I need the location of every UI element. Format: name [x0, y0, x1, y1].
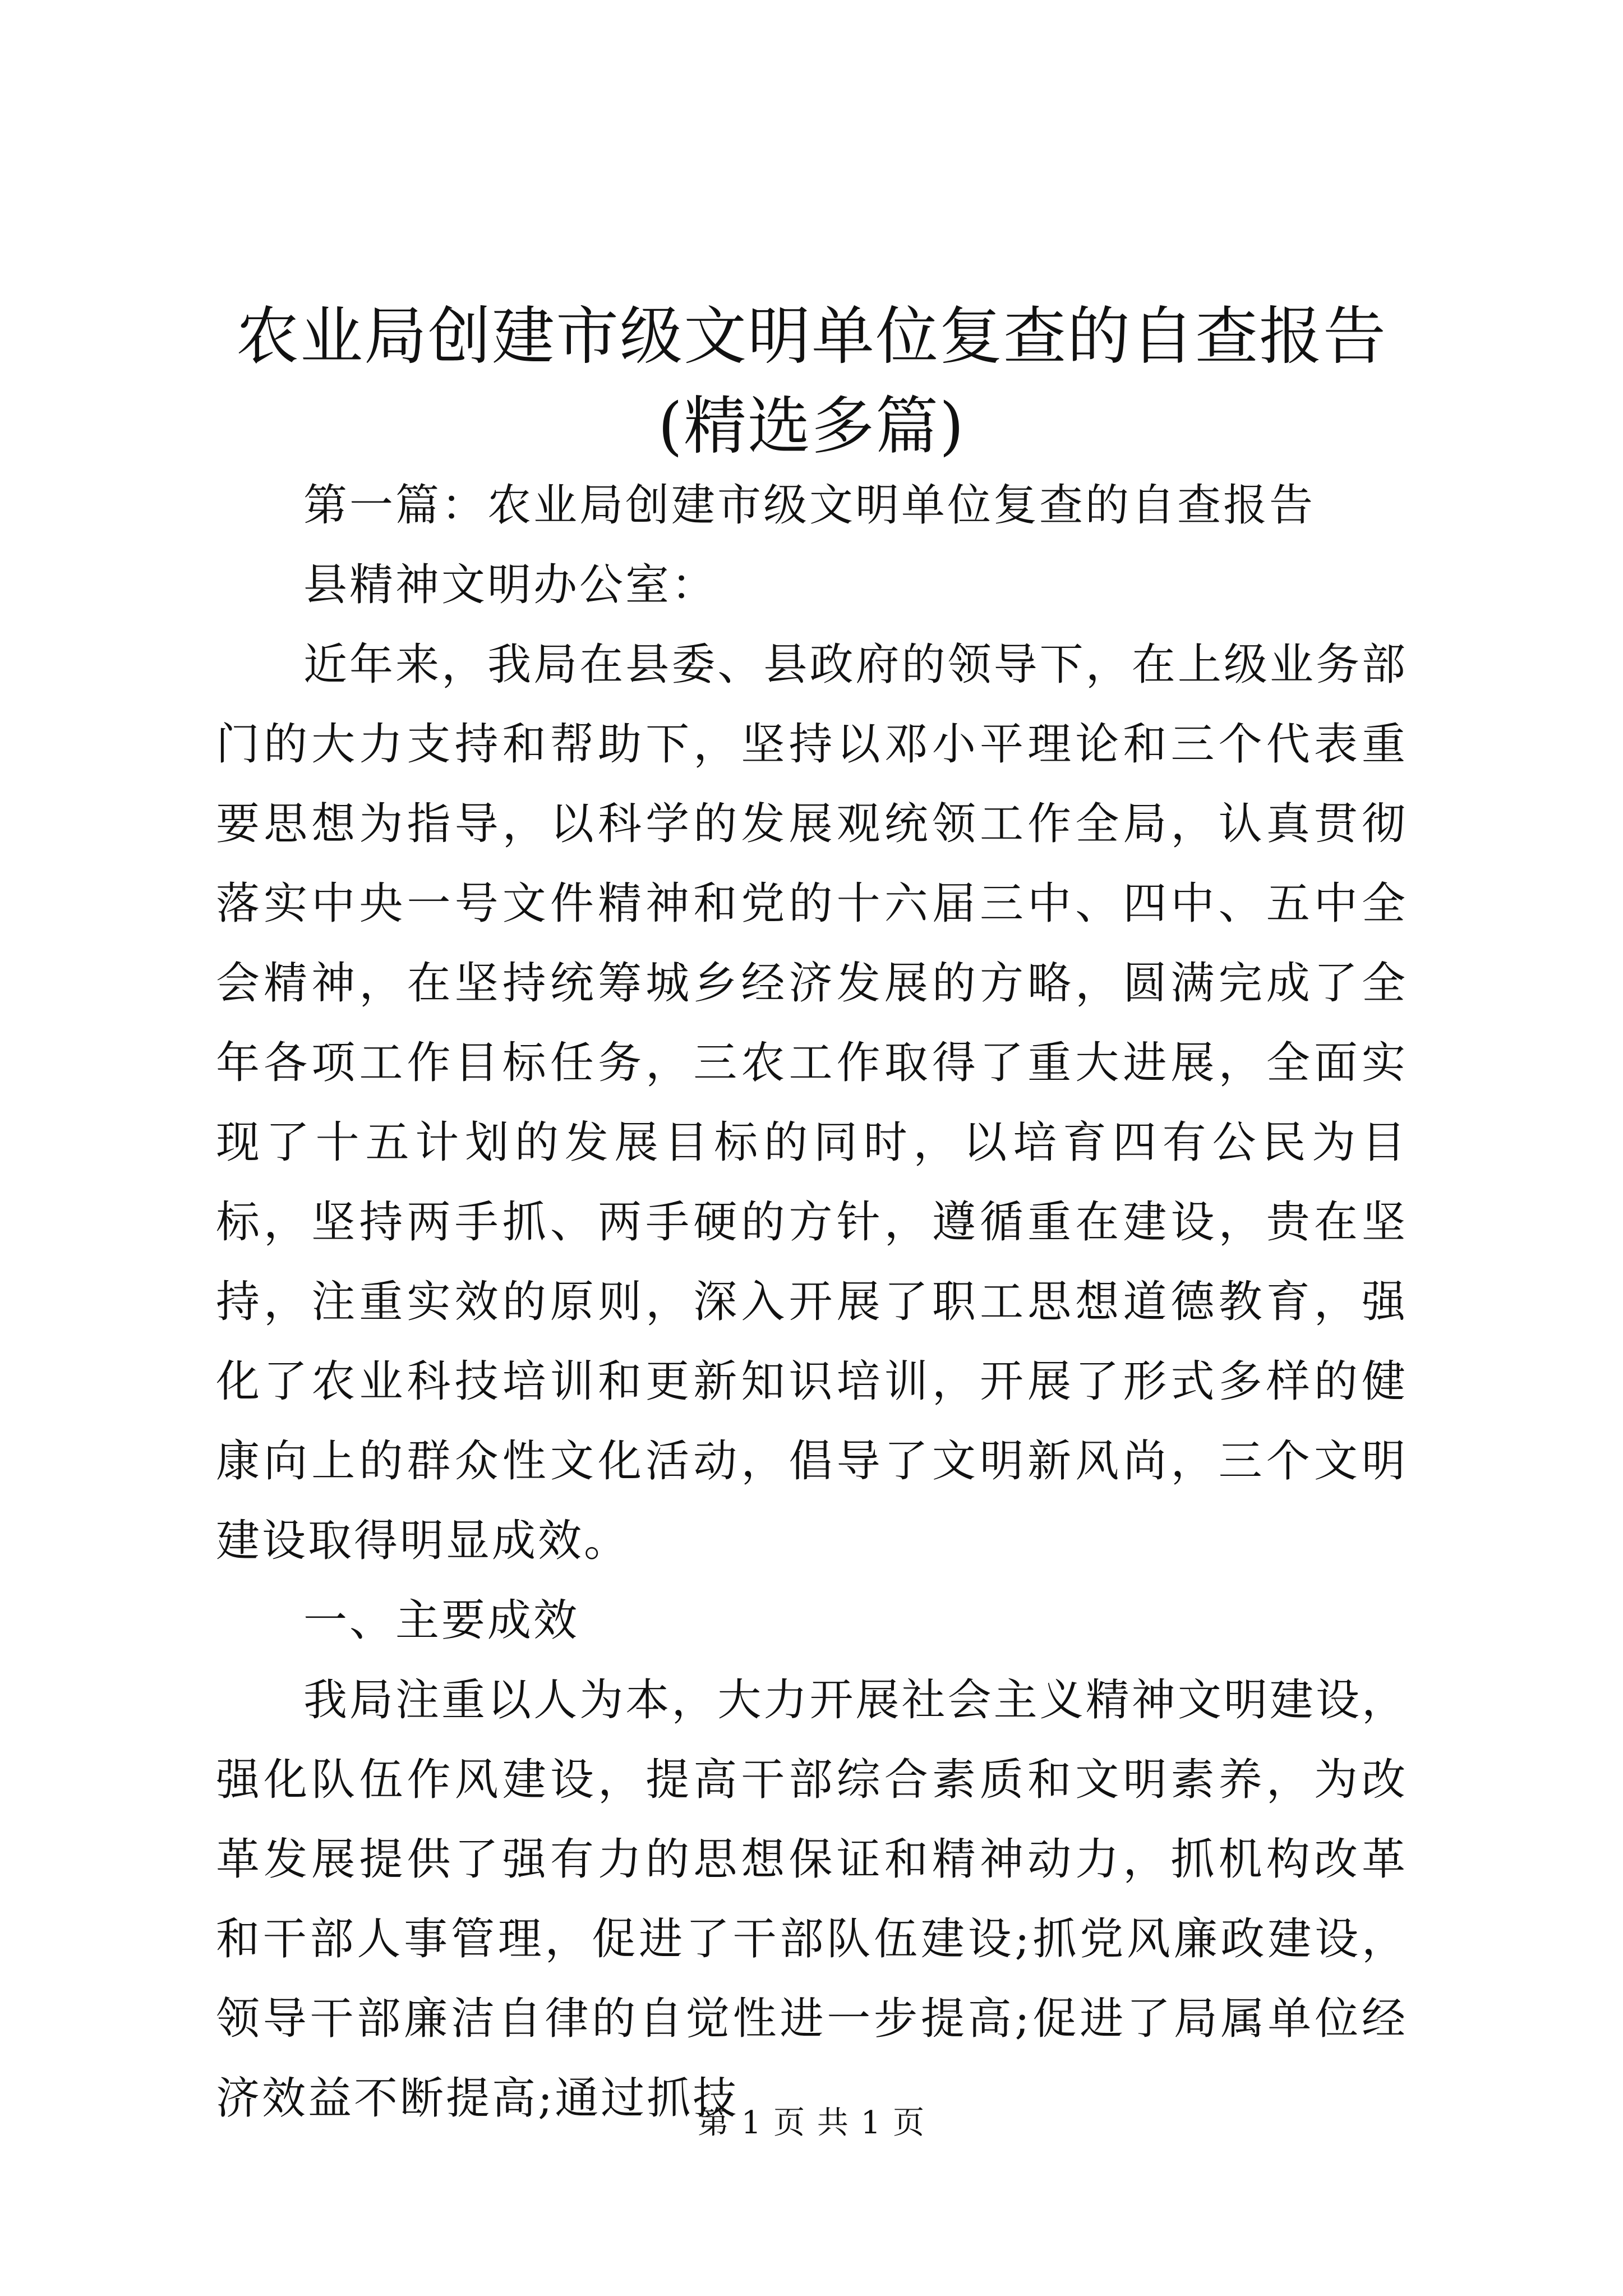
body-paragraph: 我局注重以人为本，大力开展社会主义精神文明建设，强化队伍作风建设，提高干部综合素质和文明素养，为改革发展提供了强有力的思想保证和精神动力，抓机构改革和干部人事管理，促进了干部队伍建设;抓党风廉政建设，领导干部廉洁自律的自觉性进一步提高;促进了局属单位经济效益不断提高;通过抓技 — [216, 1675, 1408, 2124]
page-footer: 第 1 页 共 1 页 — [697, 2105, 926, 2141]
subsection-heading: 一、主要成效 — [303, 1595, 580, 1646]
document-body — [216, 466, 1408, 2138]
salutation: 县精神文明办公室： — [303, 560, 718, 610]
document-title: 农业局创建市级文明单位复查的自查报告(精选多篇) — [236, 300, 1387, 463]
body-paragraph: 近年来，我局在县委、县政府的领导下，在上级业务部门的大力支持和帮助下，坚持以邓小平理论和三个代表重要思想为指导，以科学的发展观统领工作全局，认真贯彻落实中央一号文件精神和党的十六届三中、四中、五中全会精神，在坚持统筹城乡经济发展的方略，圆满完成了全年各项工作目标任务，三农工作取得了重大进展，全面实现了十五计划的发展目标的同时，以培育四有公民为目标，坚持两手抓、两手硬的方针，遵循重在建设，贵在坚持，注重实效的原则，深入开展了职工思想道德教育，强化了农业科技培训和更新知识培训，开展了形式多样的健康向上的群众性文化活动，倡导了文明新风尚，三个文明建设取得明显成效。 — [216, 639, 1408, 1566]
section-heading: 第一篇：农业局创建市级文明单位复查的自查报告 — [303, 480, 1316, 531]
